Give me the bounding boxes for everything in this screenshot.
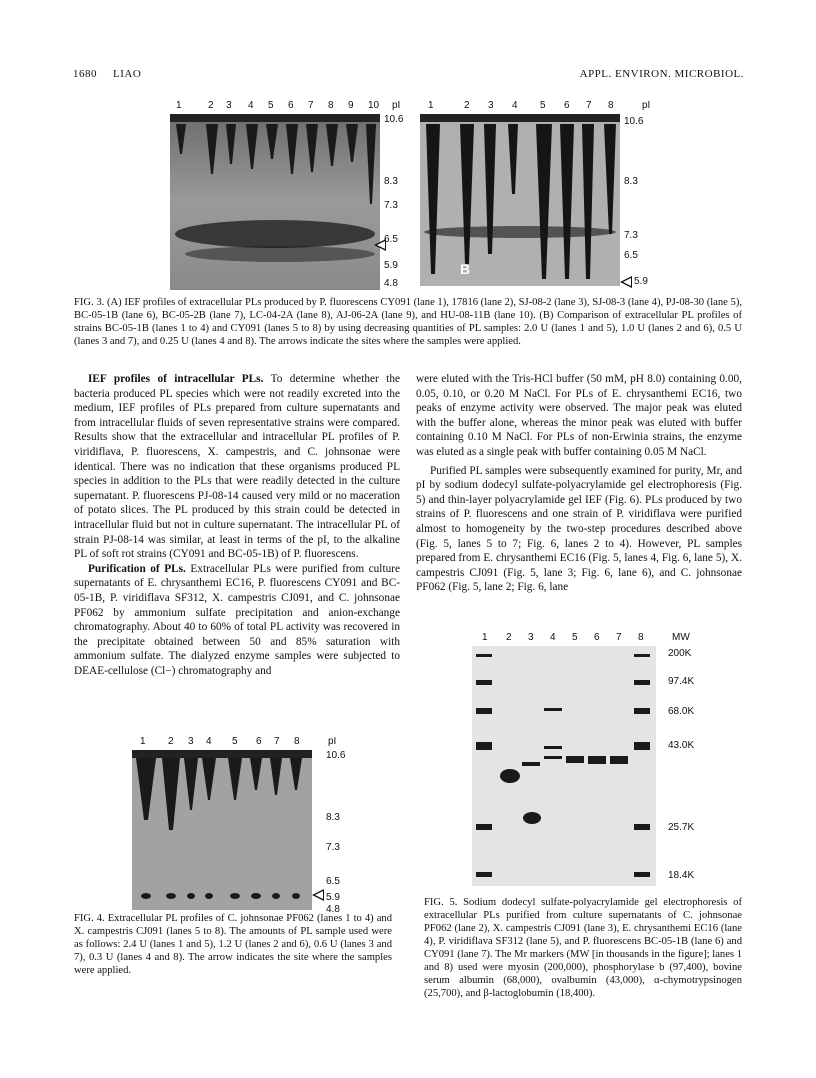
- fig3b-lane-label: 6: [564, 100, 570, 111]
- fig3-panel-a: [170, 100, 420, 290]
- paragraph-purification: Extracellular PLs were purified from culture supernatants of E. chrysanthemi EC16, P. fluorescens CY091 and BC-05-1B, P. viridiflava SF312, X. campestris CJ091, and C. johnsonae PF062 by ammonium sulfate precipitation and anion-exchange chromatography. About 40 to 60% of total PL activity was recovered in the precipitate obtained between 50 and 85% saturation with ammonium sulfate. The dialyzed enzyme samples were subjected to DEAE-cellulose (Cl−) chromatography and: [74, 562, 401, 677]
- fig3-panel-b: [420, 100, 680, 290]
- fig5: [472, 632, 742, 892]
- fig3a-tick: 8.3: [384, 176, 398, 187]
- fig5-tick: 68.0K: [668, 706, 695, 717]
- fig4-tick: 5.9: [326, 892, 340, 903]
- paragraph-elution: were eluted with the Tris-HCl buffer (50 mM, pH 8.0) containing 0.00, 0.05, 0.10, or 0.20 M NaCl. For PLs of E. chrysanthemi EC16, two peaks of enzyme activity were observed. The major peak was eluted with the buffer alone, whereas the minor peak was eluted with buffer containing 0.10 M NaCl. For PLs of non-Erwinia strains, the enzyme was eluted as a single peak with buffer containing 0.05 M NaCl.: [416, 373, 742, 458]
- fig3a-tick: 6.5: [384, 234, 398, 245]
- fig3b-gel-image: [420, 114, 620, 286]
- fig3a-lane-label: 7: [308, 100, 314, 111]
- fig5-tick: 200K: [668, 648, 692, 659]
- fig4-tick: 6.5: [326, 876, 340, 887]
- fig4-caption: FIG. 4. Extracellular PL profiles of C. johnsonae PF062 (lanes 1 to 4) and X. campestris CJ091 (lanes 5 to 8). The amounts of PL sample used were as follows: 2.4 U (lanes 1 and 5), 1.2 U (lanes 2 and 6), 0.6 U (lanes 3 and 7), 0.3 U (lanes 4 and 8). The arrow indicates the site where the samples were applied.: [74, 913, 392, 976]
- fig3a-lane-label: 3: [226, 100, 232, 111]
- fig3b-pi-header: pI: [642, 100, 651, 111]
- fig4-gel-image: [132, 750, 312, 910]
- left-column: [74, 372, 400, 678]
- fig3b-lane-label: 3: [488, 100, 494, 111]
- fig3a-lane-label: 4: [248, 100, 254, 111]
- fig3b-tick: 7.3: [624, 230, 638, 241]
- fig4-lane-label: 7: [274, 736, 280, 747]
- fig3a-tick: 10.6: [384, 114, 404, 125]
- fig5-lane-label: 4: [550, 632, 556, 643]
- fig3b-lane-label: 4: [512, 100, 518, 111]
- page-number: 1680: [73, 68, 97, 80]
- fig3a-tick: 4.8: [384, 278, 398, 289]
- fig5-tick: 43.0K: [668, 740, 695, 751]
- fig3a-lane-label: 2: [208, 100, 214, 111]
- fig5-caption: FIG. 5. Sodium dodecyl sulfate-polyacrylamide gel electrophoresis of extracellular PLs purified from culture supernatants of C. johnsonae PF062 (lane 2), X. campestris CJ091 (lane 3), E. chrysanthemi EC16 (lane 4), P. viridiflava SF312 (lane 5), and P. fluorescens BC-05-1B (lane 6) and CY091 (lane 7). The Mr markers (MW [in thousands in the figure]; lanes 1 and 8) used were myosin (200,000), phosphorylase b (97,400), bovine serum albumin (68,000), ovalbumin (43,000), α-chymotrypsinogen (25,700), and β-lactoglobumin (18,400).: [424, 897, 742, 999]
- fig3b-lane-label: 2: [464, 100, 470, 111]
- fig3a-gel-image: [170, 114, 380, 290]
- fig3b-lane-label: 1: [428, 100, 434, 111]
- journal-name: APPL. ENVIRON. MICROBIOL.: [579, 68, 744, 80]
- fig3-caption: FIG. 3. (A) IEF profiles of extracellular PLs produced by P. fluorescens CY091 (lane 1), 17816 (lane 2), SJ-08-2 (lane 3), SJ-08-3 (lane 4), PJ-08-30 (lane 5), BC-05-1B (lane 6), BC-05-2B (lane 7), LC-04-2A (lane 8), AJ-06-2A (lane 9), and HU-08-11B (lane 10). (B) Comparison of extracellular PL profiles of strains BC-05-1B (lanes 1 to 4) and CY091 (lanes 5 to 8) by using decreasing quantities of PL samples: 2.0 U (lanes 1 and 5), 1.0 U (lanes 2 and 6), 0.5 U (lanes 3 and 7), and 0.25 U (lanes 4 and 8). The arrows indicate the sites where the samples were applied.: [74, 297, 742, 347]
- section-heading-purification: Purification of PLs.: [88, 562, 186, 575]
- fig5-lane-label: 3: [528, 632, 534, 643]
- section-heading-ief-intracellular: IEF profiles of intracellular PLs.: [88, 373, 264, 385]
- fig3a-lane-label: 8: [328, 100, 334, 111]
- fig3b-tick: 10.6: [624, 116, 644, 127]
- fig4-tick: 10.6: [326, 750, 346, 761]
- fig4-lane-label: 3: [188, 736, 194, 747]
- paragraph-purity: Purified PL samples were subsequently examined for purity, Mr, and pI by sodium dodecyl sulfate-polyacrylamide gel electrophoresis (Fig. 5) and thin-layer polyacrylamide gel IEF (Fig. 6). PLs produced by two strains of P. fluorescens and one strain of P. viridiflava were purified almost to homogeneity by the two-step procedures described above (Fig. 5, lanes 5 to 7; Fig. 6, lanes 2 to 4). However, PL samples prepared from E. chrysanthemi EC16 (Fig. 5, lanes 4, Fig. 6, lane 5), X. campestris CJ091 (Fig. 5, lane 3; Fig. 6, lane 6), and C. johnsonae PF062 (Fig. 5, lane 2; Fig. 6, lane: [416, 464, 742, 594]
- fig3a-lane-label: 10: [368, 100, 380, 111]
- fig4-lane-label: 2: [168, 736, 174, 747]
- fig5-lane-label: 8: [638, 632, 644, 643]
- fig3a-application-arrow-icon: [374, 239, 386, 251]
- fig4-lane-label: 5: [232, 736, 238, 747]
- fig3a-tick: 5.9: [384, 260, 398, 271]
- fig5-lane-label: 2: [506, 632, 512, 643]
- fig5-gel-image: [472, 646, 656, 886]
- paragraph-ief-intracellular: To determine whether the bacteria produced PL species which were not readily excreted into the medium, IEF profiles of PLs prepared from culture supernatants and from intracellular fluids of seven representative strains were compared. Results show that the extracellular and intracellular PL profiles of P. viridiflava, P. fluorescens, X. campestris, and C. johnsonae were identical. There was no indication that these organisms produced PL species in addition to the PLs that were readily detected in the culture supernatant. P. fluorescens PJ-08-14 caused very mild or no maceration of potato slices. The PL produced by this strain could be detected in intracellular fluid but not in culture supernatant. The intracellular PL of strain PJ-08-14 was similar, at least in terms of the pI, to the alkaline PL of soft rot strains (CY091 and BC-05-1B) of P. fluorescens.: [74, 373, 400, 561]
- fig4-lane-label: 4: [206, 736, 212, 747]
- fig4: [132, 736, 382, 915]
- fig5-lane-label: 7: [616, 632, 622, 643]
- fig3b-tick: 5.9: [634, 276, 648, 287]
- fig5-mw-header: MW: [672, 632, 690, 643]
- fig4-lane-label: 8: [294, 736, 300, 747]
- fig3b-lane-label: 8: [608, 100, 614, 111]
- fig4-tick: 4.8: [326, 904, 340, 915]
- fig5-lane-label: 5: [572, 632, 578, 643]
- fig3a-lane-label: 9: [348, 100, 354, 111]
- fig4-tick: 8.3: [326, 812, 340, 823]
- fig3b-lane-label: 5: [540, 100, 546, 111]
- fig3a-tick: 7.3: [384, 200, 398, 211]
- fig3b-panel-letter: B: [460, 261, 471, 277]
- running-author: LIAO: [113, 68, 142, 80]
- fig5-lane-label: 6: [594, 632, 600, 643]
- fig3b-tick: 8.3: [624, 176, 638, 187]
- fig3b-tick: 6.5: [624, 250, 638, 261]
- fig5-tick: 25.7K: [668, 822, 695, 833]
- right-column: [416, 372, 742, 595]
- fig4-lane-label: 6: [256, 736, 262, 747]
- fig3a-lane-label: 1: [176, 100, 182, 111]
- fig3b-lane-label: 7: [586, 100, 592, 111]
- fig3a-pi-header: pI: [392, 100, 401, 111]
- fig4-pi-header: pI: [328, 736, 337, 747]
- fig3a-lane-label: 5: [268, 100, 274, 111]
- fig4-tick: 7.3: [326, 842, 340, 853]
- fig3b-application-arrow-icon: [620, 276, 632, 288]
- fig5-lane-label: 1: [482, 632, 488, 643]
- fig4-application-arrow-icon: [312, 889, 324, 901]
- fig5-tick: 97.4K: [668, 676, 695, 687]
- fig3a-lane-label: 6: [288, 100, 294, 111]
- fig5-tick: 18.4K: [668, 870, 695, 881]
- fig4-lane-label: 1: [140, 736, 146, 747]
